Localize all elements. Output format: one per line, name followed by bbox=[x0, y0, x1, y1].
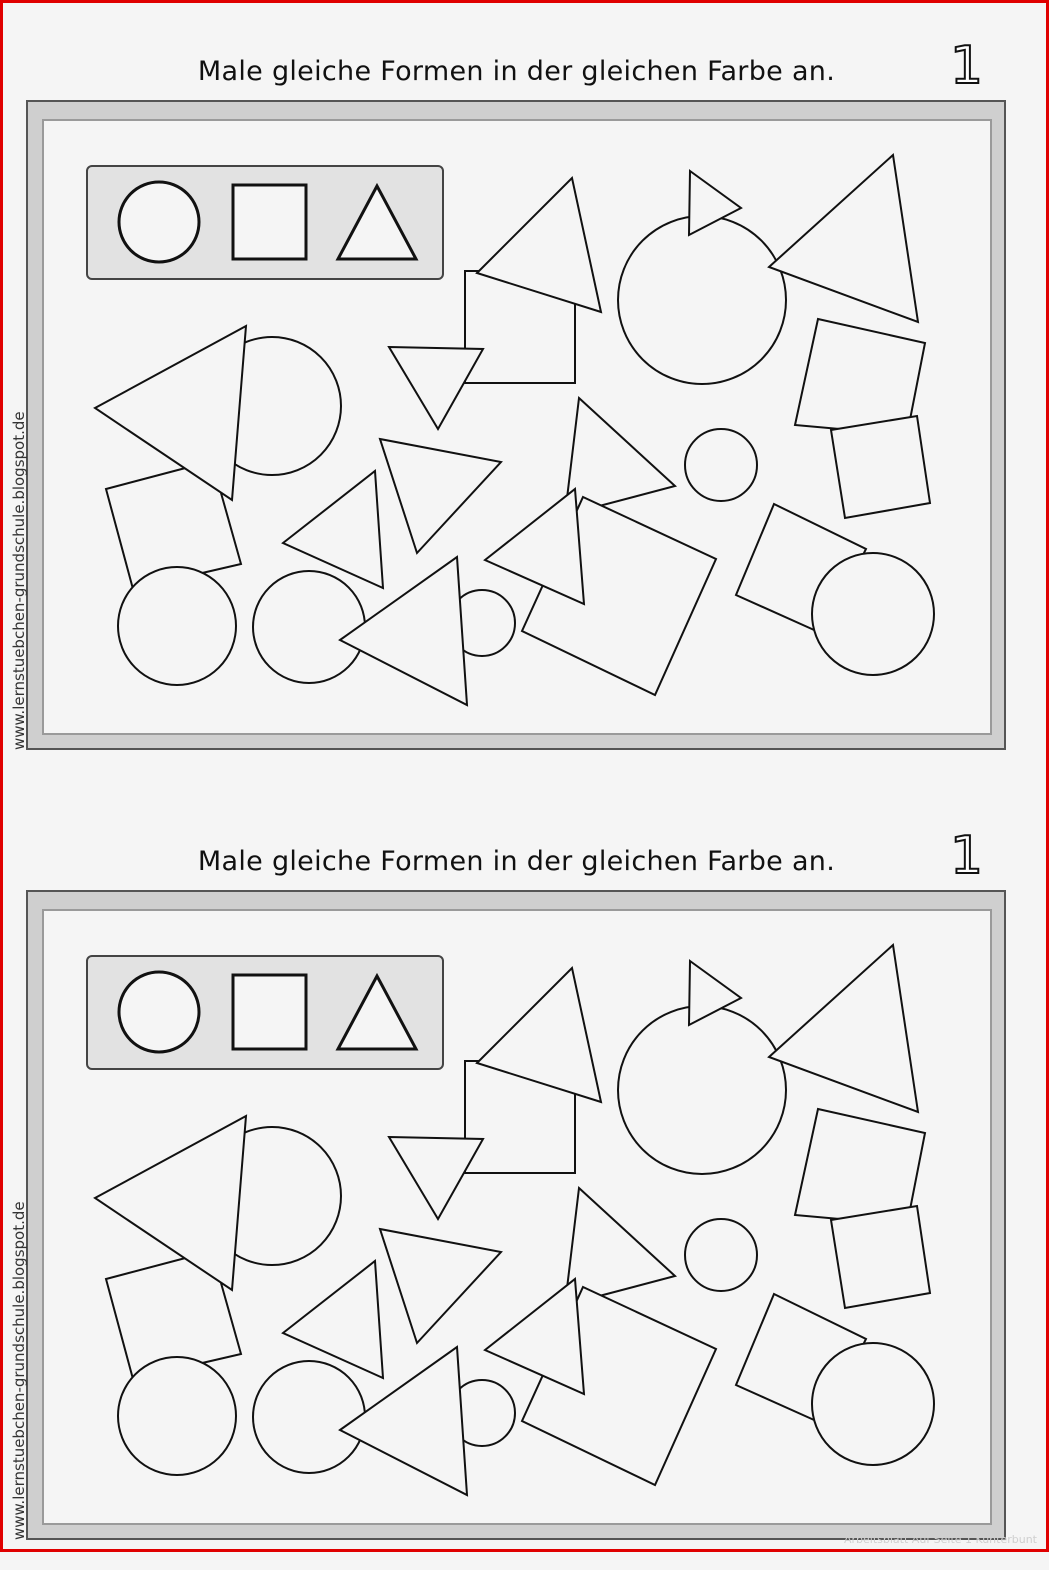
triangle-shape bbox=[485, 1279, 584, 1394]
circle-shape bbox=[812, 553, 934, 675]
shapes-canvas bbox=[0, 0, 1049, 780]
triangle-shape bbox=[565, 1188, 675, 1305]
side-url: www.lernstuebchen-grundschule.blogspot.de bbox=[10, 1201, 28, 1540]
watermark: Arbeitsblatt Auf Seite 1 Kunterbunt bbox=[844, 1533, 1037, 1546]
worksheet-title: Male gleiche Formen in der gleichen Farbe an. bbox=[197, 846, 836, 877]
triangle-shape bbox=[769, 155, 918, 322]
circle-shape bbox=[253, 1361, 365, 1473]
circle-shape bbox=[253, 571, 365, 683]
shapes-canvas bbox=[0, 790, 1049, 1570]
square-icon bbox=[233, 185, 306, 259]
triangle-shape bbox=[565, 398, 675, 515]
circle-shape bbox=[618, 1006, 786, 1174]
circle-icon bbox=[119, 182, 199, 262]
triangle-shape bbox=[389, 347, 483, 429]
triangle-shape bbox=[340, 1347, 467, 1495]
worksheet-bottom bbox=[0, 790, 1049, 1570]
circle-shape bbox=[812, 1343, 934, 1465]
triangle-shape bbox=[389, 1137, 483, 1219]
circle-shape bbox=[685, 429, 757, 501]
sheet-number: 1 bbox=[950, 36, 984, 96]
sheet-number: 1 bbox=[950, 826, 984, 886]
side-url: www.lernstuebchen-grundschule.blogspot.de bbox=[10, 411, 28, 750]
circle-icon bbox=[119, 972, 199, 1052]
square-shape bbox=[831, 416, 930, 518]
square-icon bbox=[233, 975, 306, 1049]
worksheet-top bbox=[0, 0, 1049, 780]
circle-shape bbox=[118, 567, 236, 685]
triangle-shape bbox=[283, 1261, 383, 1378]
worksheet-title: Male gleiche Formen in der gleichen Farbe an. bbox=[197, 56, 836, 87]
triangle-shape bbox=[769, 945, 918, 1112]
circle-shape bbox=[685, 1219, 757, 1291]
triangle-shape bbox=[380, 1229, 501, 1343]
triangle-shape bbox=[283, 471, 383, 588]
triangle-shape bbox=[340, 557, 467, 705]
triangle-shape bbox=[380, 439, 501, 553]
triangle-shape bbox=[485, 489, 584, 604]
circle-shape bbox=[118, 1357, 236, 1475]
circle-shape bbox=[618, 216, 786, 384]
square-shape bbox=[831, 1206, 930, 1308]
